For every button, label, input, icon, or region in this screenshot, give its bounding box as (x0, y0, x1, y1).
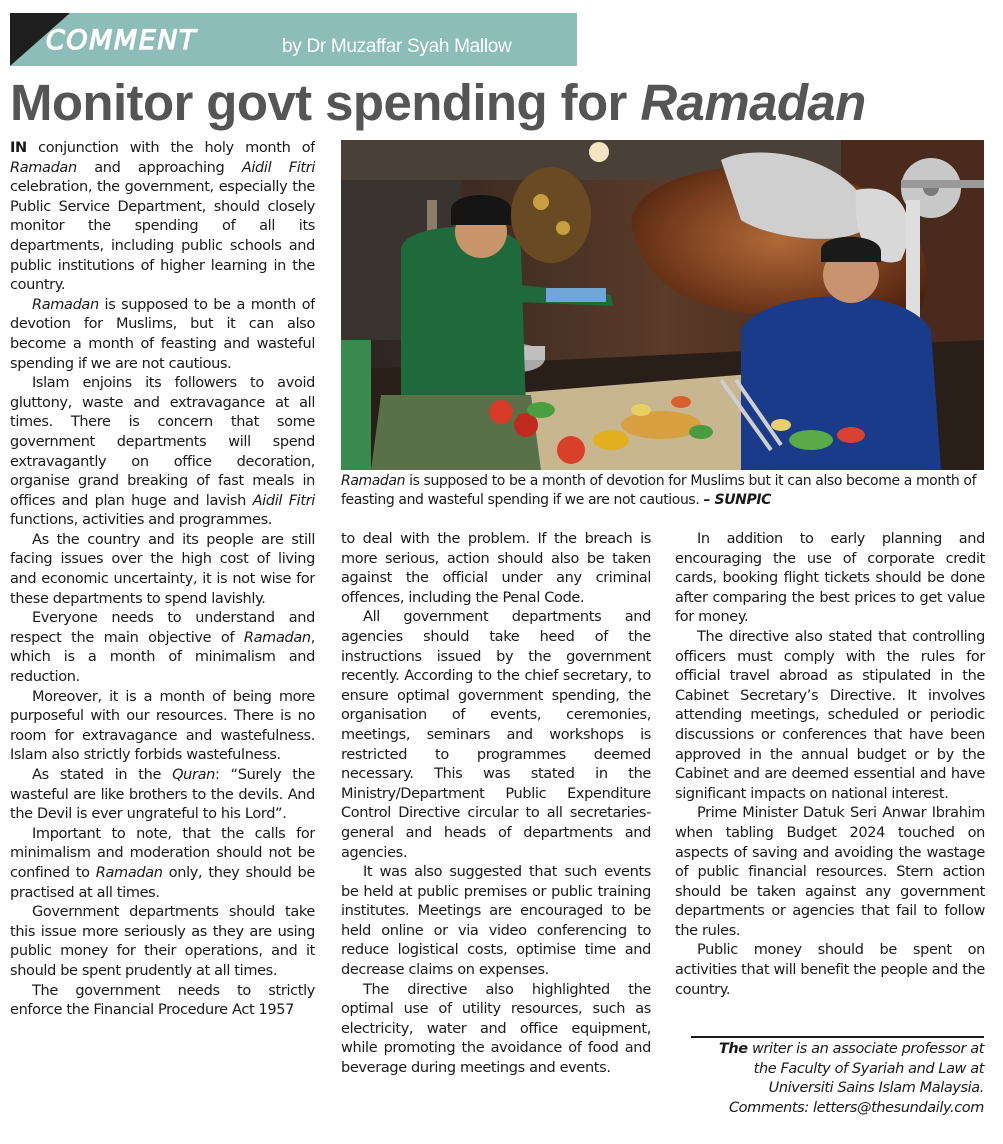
paragraph: As stated in the Quran: “Surely the wasteful are like brothers to the devils. And the Devil is ever ungrateful to his Lord”. (10, 767, 315, 823)
paragraph: Ramadan is supposed to be a month of devotion for Muslims, but it can also become a month of feasting and wasteful spending if we are not cautious. (10, 296, 315, 372)
signoff-divider (691, 1036, 984, 1038)
article-photo (341, 140, 984, 470)
paragraph: Everyone needs to understand and respect the main objective of Ramadan, which is a month of minimalism and reduction. (10, 610, 315, 686)
paragraph: In addition to early planning and encouraging the use of corporate credit cards, booking flight tickets should be done after comparing the best prices to get value for money. (675, 531, 985, 626)
article-column-1 (10, 139, 315, 1119)
paragraph: The government needs to strictly enforce the Financial Procedure Act 1957 (10, 982, 315, 1019)
signoff-lead: The (718, 1041, 748, 1057)
headline (10, 74, 866, 132)
drop-cap: IN (10, 140, 27, 156)
paragraph: The directive also highlighted the optimal use of utility resources, such as electricity, water and office equipment, while promoting the avoidance of food and beverage during meetings and events. (341, 981, 651, 1077)
paragraph: to deal with the problem. If the breach is more serious, action should also be taken against the official under any criminal offences, including the Penal Code. (341, 531, 651, 606)
paragraph: IN conjunction with the holy month of Ramadan and approaching Aidil Fitri celebration, the government, especially the Public Service Department, should closely monitor the spending of all its departments, including public schools and public institutions of higher learning in the country. (10, 140, 315, 294)
section-label: COMMENT (46, 25, 197, 56)
paragraph: The directive also stated that controlling officers must comply with the rules for official travel abroad as stipulated in the Cabinet Secretary’s Directive. It involves attending meetings, scheduled or periodic discussions or conferences that have been approved in the annual budget or by the Cabinet and are deemed essential and have significant impacts on national interest. (675, 628, 985, 802)
section-banner (10, 13, 577, 66)
paragraph: Prime Minister Datuk Seri Anwar Ibrahim when tabling Budget 2024 touched on aspects of saving and avoiding the wastage of public financial resources. Stern action should be taken against any government departments or agencies that fail to follow the rules. (675, 805, 985, 939)
article-column-3 (675, 530, 985, 1030)
contact-email: Comments: letters@thesundaily.com (728, 1099, 984, 1116)
paragraph: Government departments should take this issue more seriously as they are using public money for their operations, and it should be spent prudently at all times. (10, 904, 315, 979)
paragraph: Islam enjoins its followers to avoid gluttony, waste and extravagance at all times. There is concern that some government departments will spend extravagantly on office decoration, organise grand breaking of fast meals in offices and plan huge and lavish Aidil Fitri functions, activities and programmes. (10, 375, 315, 529)
photo-caption: Ramadan is supposed to be a month of devotion for Muslims but it can also become a month of feasting and wasteful spending if we are not cautious. – SUNPIC (341, 473, 977, 508)
paragraph: Public money should be spent on activities that will benefit the people and the country. (675, 942, 985, 998)
paragraph: As the country and its people are still facing issues over the high cost of living and economic uncertainty, it is not wise for these departments to spend lavishly. (10, 531, 315, 607)
paragraph: Moreover, it is a month of being more purposeful with our resources. There is no room for extravagance and wastefulness. Islam also strictly forbids wastefulness. (10, 688, 315, 764)
headline-main: Monitor govt spending for (10, 74, 641, 131)
paragraph: It was also suggested that such events be held at public premises or public training institutes. Meetings are encouraged to be held online or via video conferencing to reduce logistical costs, optimise time and decrease claims on expenses. (341, 864, 651, 979)
author-byline: by Dr Muzaffar Syah Mallow (282, 36, 512, 57)
author-signoff: The writer is an associate professor at the Faculty of Syariah and Law at Universiti Sains Islam Malaysia. Comments: letters@thesundaily.com (640, 1040, 984, 1118)
article-column-2 (341, 530, 651, 1120)
paragraph: All government departments and agencies should take heed of the instructions issued by the government recently. According to the chief secretary, to ensure optimal government spending, the organisation of events, ceremonies, meetings, seminars and workshops is restricted to programmes deemed necessary. This was stated in the Ministry/Department Public Expenditure Control Directive circular to all secretaries-general and heads of departments and agencies. (341, 609, 651, 861)
headline-italic: Ramadan (640, 74, 866, 131)
paragraph: Important to note, that the calls for minimalism and moderation should not be confined to Ramadan only, they should be practised at all times. (10, 825, 315, 901)
photo-credit: – SUNPIC (703, 492, 772, 508)
photo-illustration (341, 140, 984, 470)
